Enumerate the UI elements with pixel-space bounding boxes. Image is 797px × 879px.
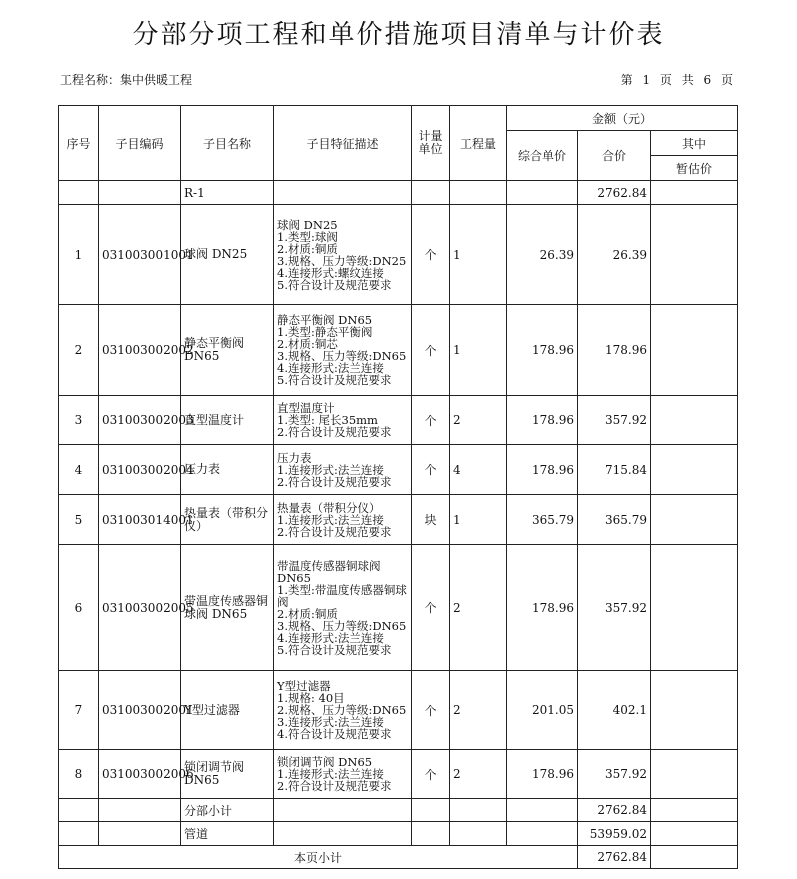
row-qty: 4	[450, 445, 507, 495]
row-code: 031003014001	[99, 495, 181, 545]
row-unit: 个	[412, 205, 450, 305]
row-desc: 直型温度计 1.类型: 尾长35mm 2.符合设计及规范要求	[274, 396, 412, 445]
row-desc: 锁闭调节阀 DN65 1.连接形式:法兰连接 2.符合设计及规范要求	[274, 750, 412, 799]
table-row	[59, 750, 738, 799]
row-provisional	[651, 396, 738, 445]
row-unit-price: 365.79	[507, 495, 578, 545]
row-seq: 3	[59, 396, 99, 445]
row-seq: 4	[59, 445, 99, 495]
empty-cell	[651, 799, 738, 822]
page-subtotal-label: 本页小计	[59, 846, 578, 869]
row-unit-price: 178.96	[507, 545, 578, 671]
row-provisional	[651, 305, 738, 396]
section-total: 2762.84	[578, 181, 651, 205]
row-total: 402.1	[578, 671, 651, 750]
table-row	[59, 205, 738, 305]
row-unit: 个	[412, 671, 450, 750]
row-name: 锁闭调节阀 DN65	[181, 750, 274, 799]
row-qty: 2	[450, 396, 507, 445]
page-title: 分部分项工程和单价措施项目清单与计价表	[132, 20, 665, 50]
table-row	[59, 305, 738, 396]
empty-cell	[450, 799, 507, 822]
row-qty: 1	[450, 205, 507, 305]
row-name: 热量表（带积分仪）	[181, 495, 274, 545]
row-code: 031003002003	[99, 396, 181, 445]
row-unit-price: 178.96	[507, 305, 578, 396]
row-code: 031003002004	[99, 445, 181, 495]
row-seq: 2	[59, 305, 99, 396]
empty-cell	[274, 799, 412, 822]
header-of-which: 其中	[651, 131, 738, 156]
row-name: 直型温度计	[181, 396, 274, 445]
row-code: 031003002002	[99, 305, 181, 396]
row-code: 031003002001	[99, 671, 181, 750]
header-qty: 工程量	[450, 106, 507, 181]
row-desc: 球阀 DN25 1.类型:球阀 2.材质:铜质 3.规格、压力等级:DN25 4.连接形式:螺纹连接 5.符合设计及规范要求	[274, 205, 412, 305]
table-row	[59, 396, 738, 445]
header-name: 子目名称	[181, 106, 274, 181]
row-provisional	[651, 750, 738, 799]
row-unit-price: 178.96	[507, 750, 578, 799]
row-seq: 8	[59, 750, 99, 799]
row-desc: 静态平衡阀 DN65 1.类型:静态平衡阀 2.材质:铜芯 3.规格、压力等级:DN65 4.连接形式:法兰连接 5.符合设计及规范要求	[274, 305, 412, 396]
empty-cell	[651, 846, 738, 869]
row-seq: 5	[59, 495, 99, 545]
section-row	[59, 181, 738, 205]
row-name: 压力表	[181, 445, 274, 495]
row-code: 031003002006	[99, 750, 181, 799]
row-code: 031003002005	[99, 545, 181, 671]
subtotal-row	[59, 799, 738, 822]
empty-cell	[99, 822, 181, 846]
row-code: 031003001001	[99, 205, 181, 305]
row-desc: Y型过滤器 1.规格: 40目 2.规格、压力等级:DN65 3.连接形式:法兰连接 4.符合设计及规范要求	[274, 671, 412, 750]
page-info: 第 1 页 共 6 页	[620, 73, 733, 87]
empty-cell	[450, 822, 507, 846]
row-total: 178.96	[578, 305, 651, 396]
empty-cell	[99, 799, 181, 822]
row-qty: 1	[450, 305, 507, 396]
row-name: Y型过滤器	[181, 671, 274, 750]
row-name: 静态平衡阀 DN65	[181, 305, 274, 396]
row-qty: 2	[450, 671, 507, 750]
row-unit: 个	[412, 750, 450, 799]
subtotal-label: 分部小计	[181, 799, 274, 822]
row-unit: 块	[412, 495, 450, 545]
subtotal-total: 2762.84	[578, 799, 651, 822]
row-total: 26.39	[578, 205, 651, 305]
header-desc: 子目特征描述	[274, 106, 412, 181]
row-provisional	[651, 205, 738, 305]
header-amount: 金额（元）	[507, 106, 738, 131]
page-subtotal-row	[59, 846, 738, 869]
header-unit-price: 综合单价	[507, 131, 578, 181]
row-desc: 热量表（带积分仪） 1.连接形式:法兰连接 2.符合设计及规范要求	[274, 495, 412, 545]
section-name: R-1	[181, 181, 274, 205]
row-qty: 2	[450, 545, 507, 671]
empty-cell	[59, 822, 99, 846]
row-desc: 压力表 1.连接形式:法兰连接 2.符合设计及规范要求	[274, 445, 412, 495]
empty-cell	[412, 799, 450, 822]
header-code: 子目编码	[99, 106, 181, 181]
row-unit: 个	[412, 445, 450, 495]
row-qty: 2	[450, 750, 507, 799]
header-unit: 计量单位	[412, 106, 450, 181]
header-total: 合价	[578, 131, 651, 181]
project-name: 工程名称：集中供暖工程	[60, 73, 193, 87]
pricing-table	[58, 105, 738, 869]
row-seq: 1	[59, 205, 99, 305]
table-row	[59, 671, 738, 750]
row-provisional	[651, 495, 738, 545]
table-row	[59, 495, 738, 545]
row-qty: 1	[450, 495, 507, 545]
row-provisional	[651, 445, 738, 495]
row-name: 带温度传感器铜球阀 DN65	[181, 545, 274, 671]
row-total: 357.92	[578, 545, 651, 671]
row-total: 365.79	[578, 495, 651, 545]
pipeline-total: 53959.02	[578, 822, 651, 846]
row-seq: 6	[59, 545, 99, 671]
row-total: 715.84	[578, 445, 651, 495]
empty-cell	[507, 799, 578, 822]
empty-cell	[59, 799, 99, 822]
row-unit-price: 178.96	[507, 445, 578, 495]
row-unit-price: 26.39	[507, 205, 578, 305]
row-unit-price: 201.05	[507, 671, 578, 750]
table-row	[59, 445, 738, 495]
row-name: 球阀 DN25	[181, 205, 274, 305]
row-unit: 个	[412, 305, 450, 396]
row-total: 357.92	[578, 396, 651, 445]
empty-cell	[651, 822, 738, 846]
empty-cell	[507, 822, 578, 846]
table-row	[59, 545, 738, 671]
row-provisional	[651, 671, 738, 750]
page-subtotal-total: 2762.84	[578, 846, 651, 869]
empty-cell	[274, 822, 412, 846]
header-provisional: 暂估价	[651, 156, 738, 181]
row-total: 357.92	[578, 750, 651, 799]
row-desc: 带温度传感器铜球阀 DN65 1.类型:带温度传感器铜球阀 2.材质:铜质 3.规格、压力等级:DN65 4.连接形式:法兰连接 5.符合设计及规范要求	[274, 545, 412, 671]
row-provisional	[651, 545, 738, 671]
header-seq: 序号	[59, 106, 99, 181]
row-unit: 个	[412, 545, 450, 671]
pipeline-row	[59, 822, 738, 846]
row-seq: 7	[59, 671, 99, 750]
empty-cell	[412, 822, 450, 846]
pipeline-label: 管道	[181, 822, 274, 846]
row-unit: 个	[412, 396, 450, 445]
row-unit-price: 178.96	[507, 396, 578, 445]
